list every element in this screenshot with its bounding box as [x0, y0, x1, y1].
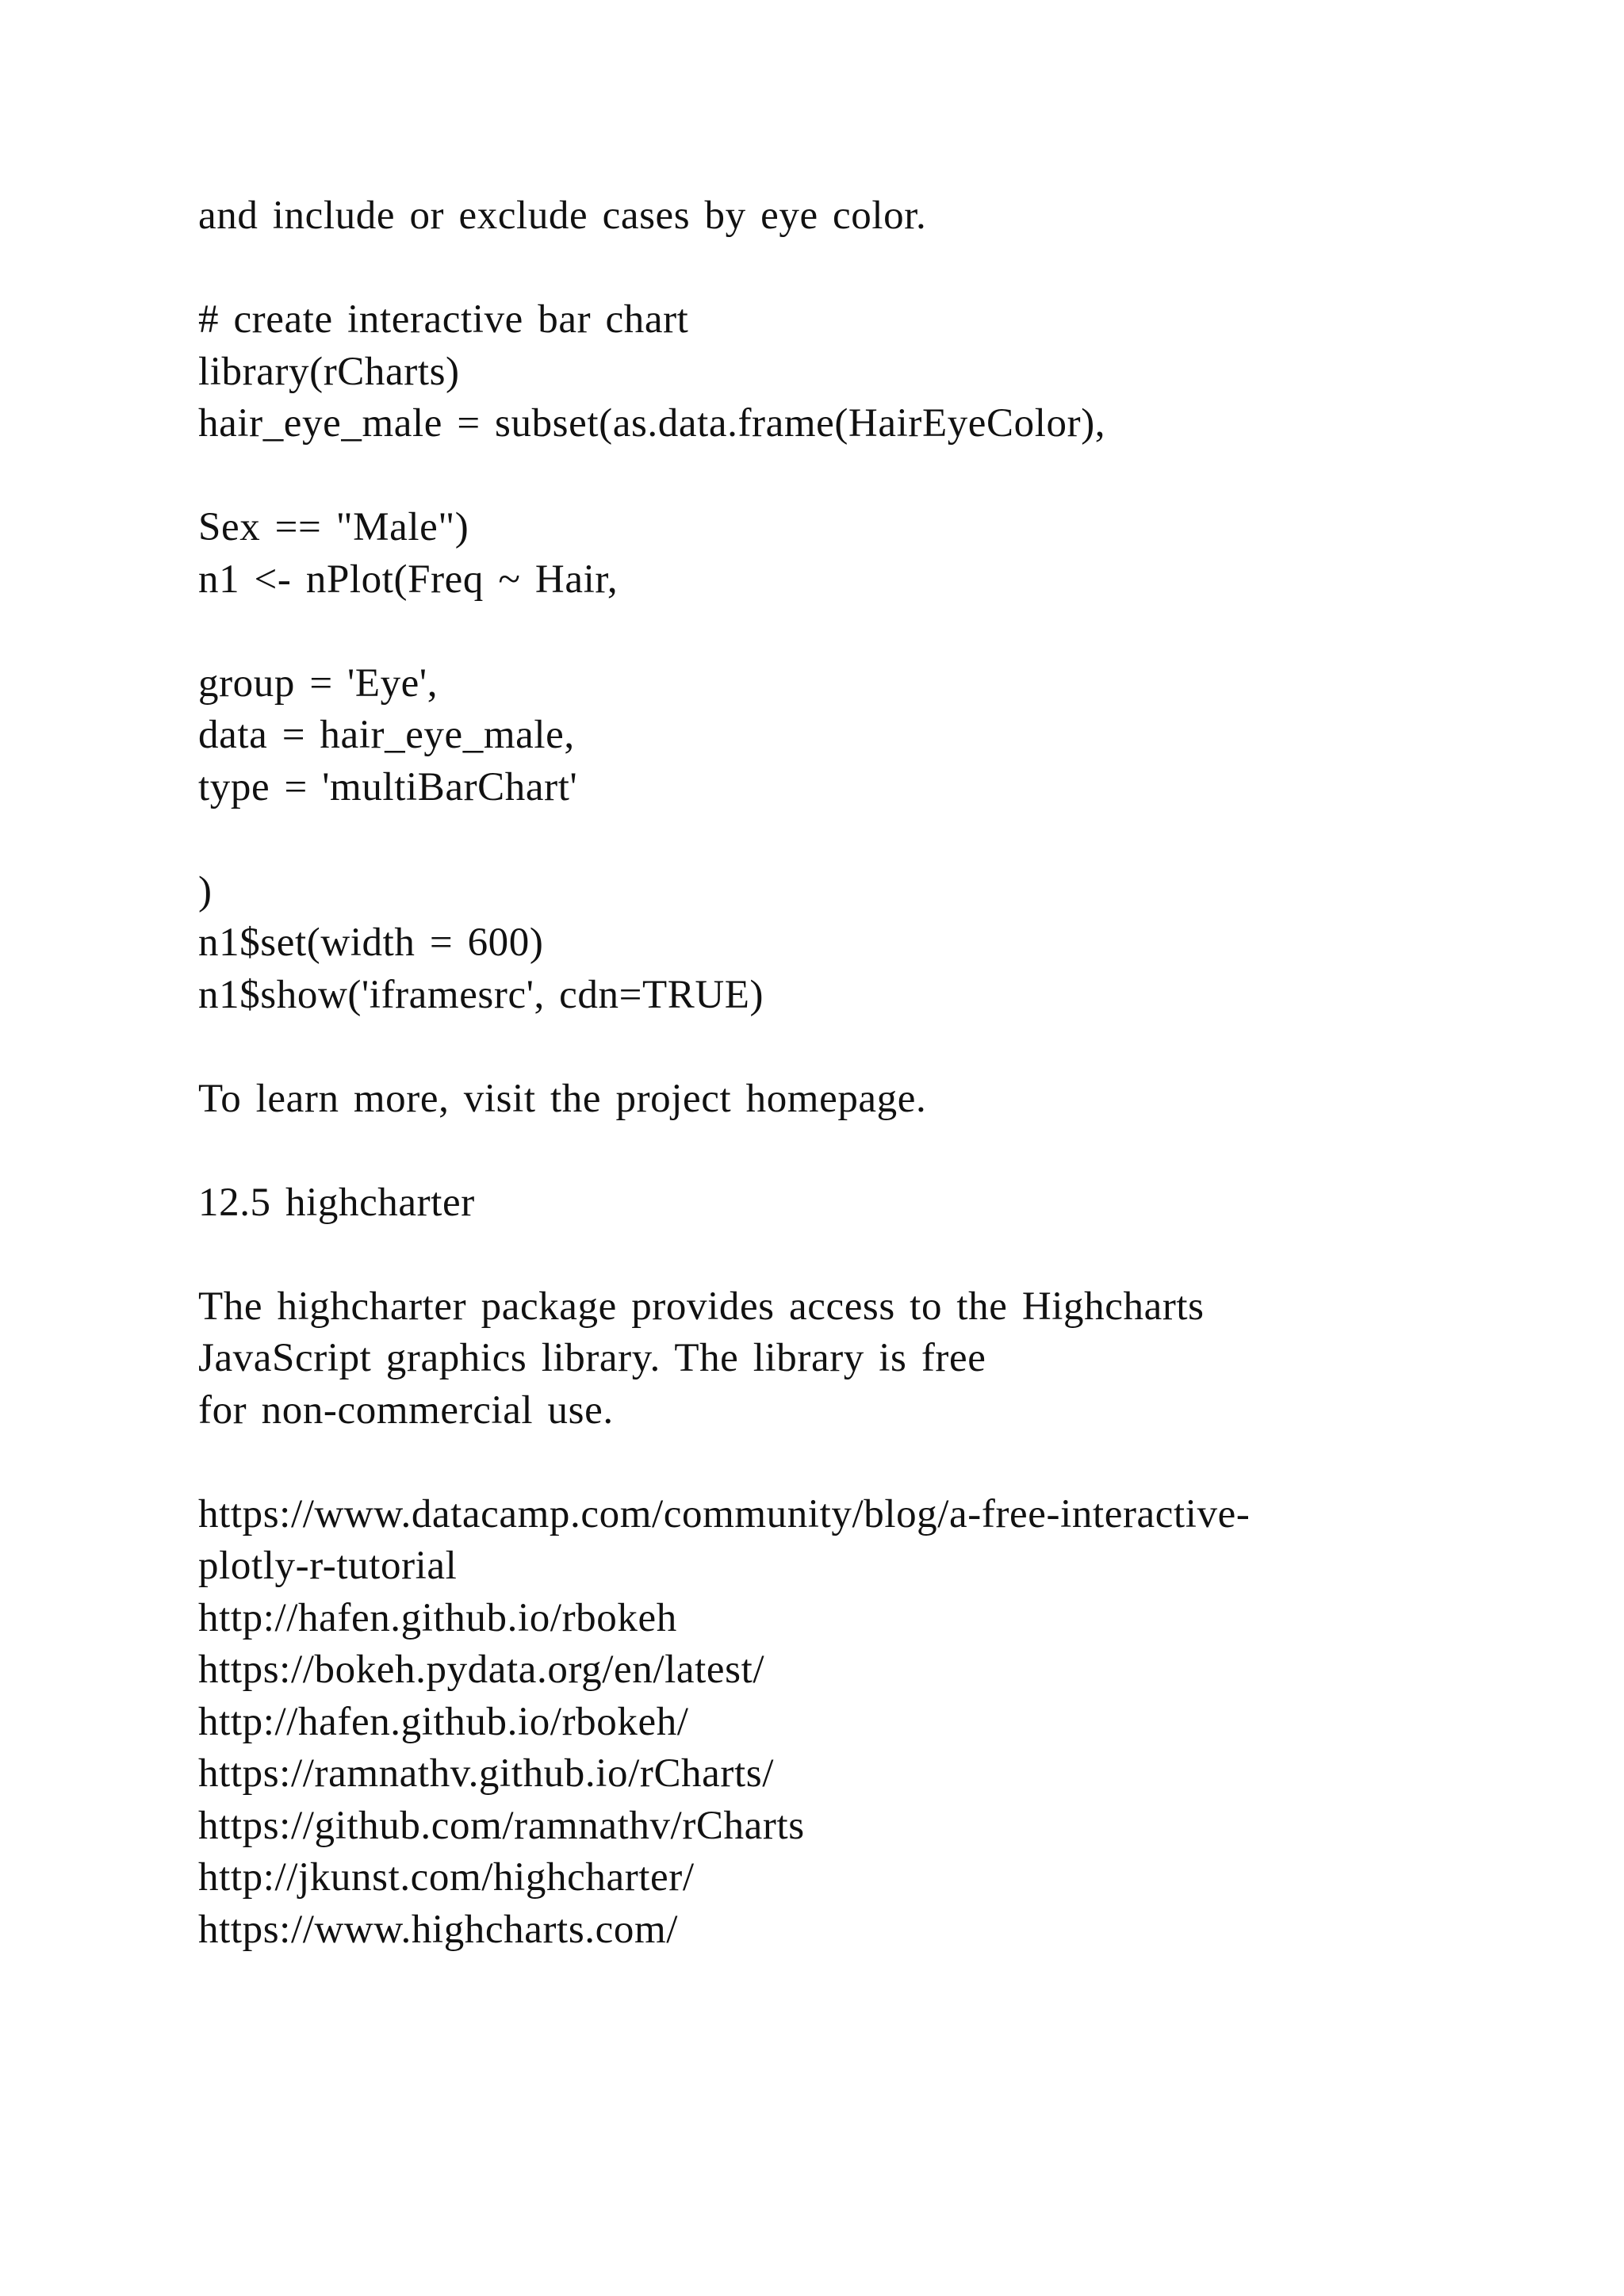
code-comment-line: # create interactive bar chart — [198, 297, 689, 342]
code-line: type = 'multiBarChart' — [198, 764, 578, 809]
reference-url-line: https://www.highcharts.com/ — [198, 1907, 678, 1952]
reference-url-line: plotly-r-tutorial — [198, 1544, 458, 1588]
code-line: hair_eye_male = subset(as.data.frame(HairEyeColor), — [198, 401, 1106, 446]
body-text-line: JavaScript graphics library. The library is free — [198, 1336, 986, 1380]
blank-line — [198, 1125, 1546, 1177]
blank-line — [198, 450, 1546, 503]
blank-line — [198, 606, 1546, 658]
code-line: n1 <- nPlot(Freq ~ Hair, — [198, 557, 619, 602]
reference-url-line: http://hafen.github.io/rbokeh — [198, 1595, 677, 1640]
code-line: n1$set(width = 600) — [198, 920, 544, 965]
reference-url-line: https://www.datacamp.com/community/blog/a-free-interactive- — [198, 1491, 1251, 1536]
document-body — [198, 190, 1546, 1956]
blank-line — [198, 243, 1546, 295]
reference-url-line: http://jkunst.com/highcharter/ — [198, 1855, 695, 1900]
code-line: library(rCharts) — [198, 349, 460, 394]
body-text-line: The highcharter package provides access to the Highcharts — [198, 1284, 1205, 1329]
code-line: ) — [198, 868, 213, 913]
blank-line — [198, 1021, 1546, 1073]
body-text-line: for non-commercial use. — [198, 1387, 614, 1433]
reference-url-line: https://bokeh.pydata.org/en/latest/ — [198, 1647, 765, 1692]
reference-url-line: http://hafen.github.io/rbokeh/ — [198, 1699, 689, 1744]
code-line: Sex == "Male") — [198, 505, 469, 549]
body-text-line: To learn more, visit the project homepage. — [198, 1076, 927, 1121]
section-heading: 12.5 highcharter — [198, 1180, 475, 1225]
reference-url-line: https://github.com/ramnathv/rCharts — [198, 1803, 805, 1848]
blank-line — [198, 1437, 1546, 1489]
blank-line — [198, 1229, 1546, 1281]
reference-url-line: https://ramnathv.github.io/rCharts/ — [198, 1751, 774, 1796]
body-text-line: and include or exclude cases by eye color. — [198, 193, 927, 238]
code-line: data = hair_eye_male, — [198, 713, 575, 757]
code-line: n1$show('iframesrc', cdn=TRUE) — [198, 972, 764, 1017]
blank-line — [198, 813, 1546, 866]
code-line: group = 'Eye', — [198, 660, 439, 706]
